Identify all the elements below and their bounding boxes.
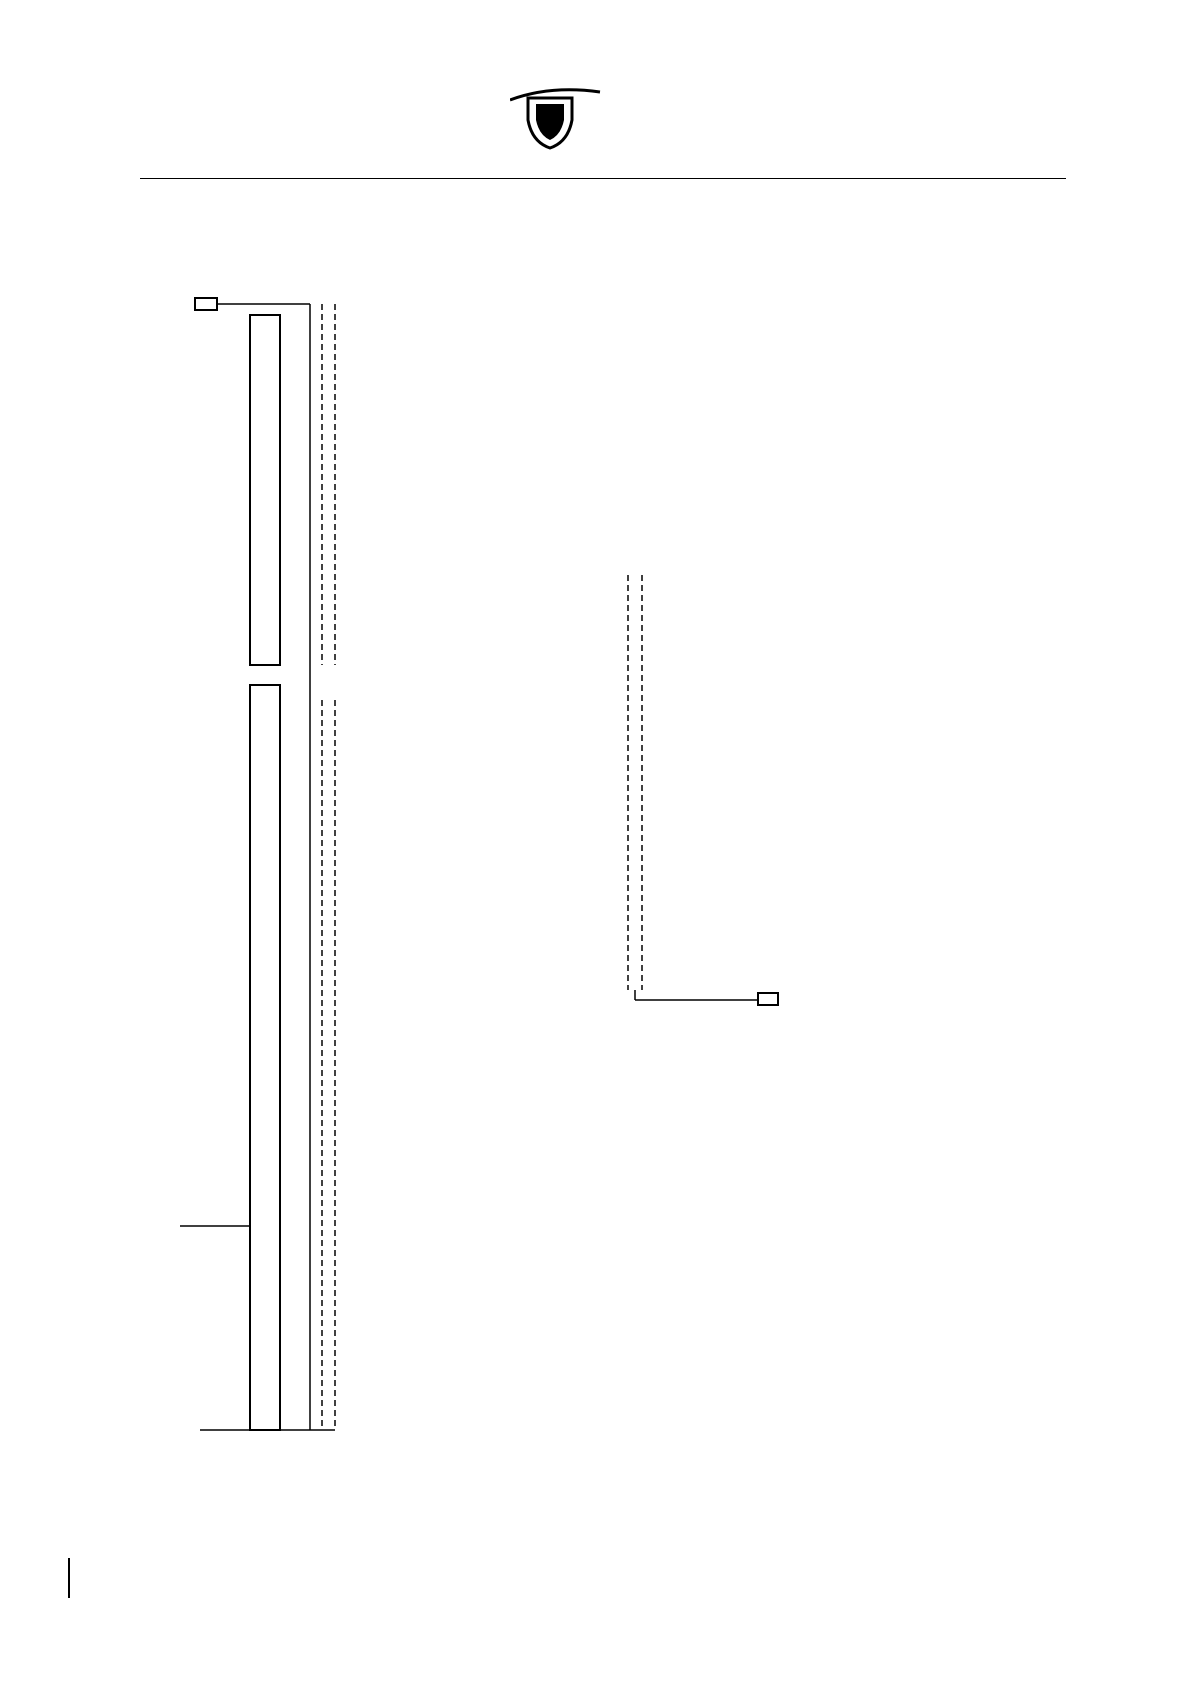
n14-connector-body [250, 315, 280, 665]
top-plug [195, 298, 217, 310]
ecu-connector-body [250, 685, 280, 1430]
